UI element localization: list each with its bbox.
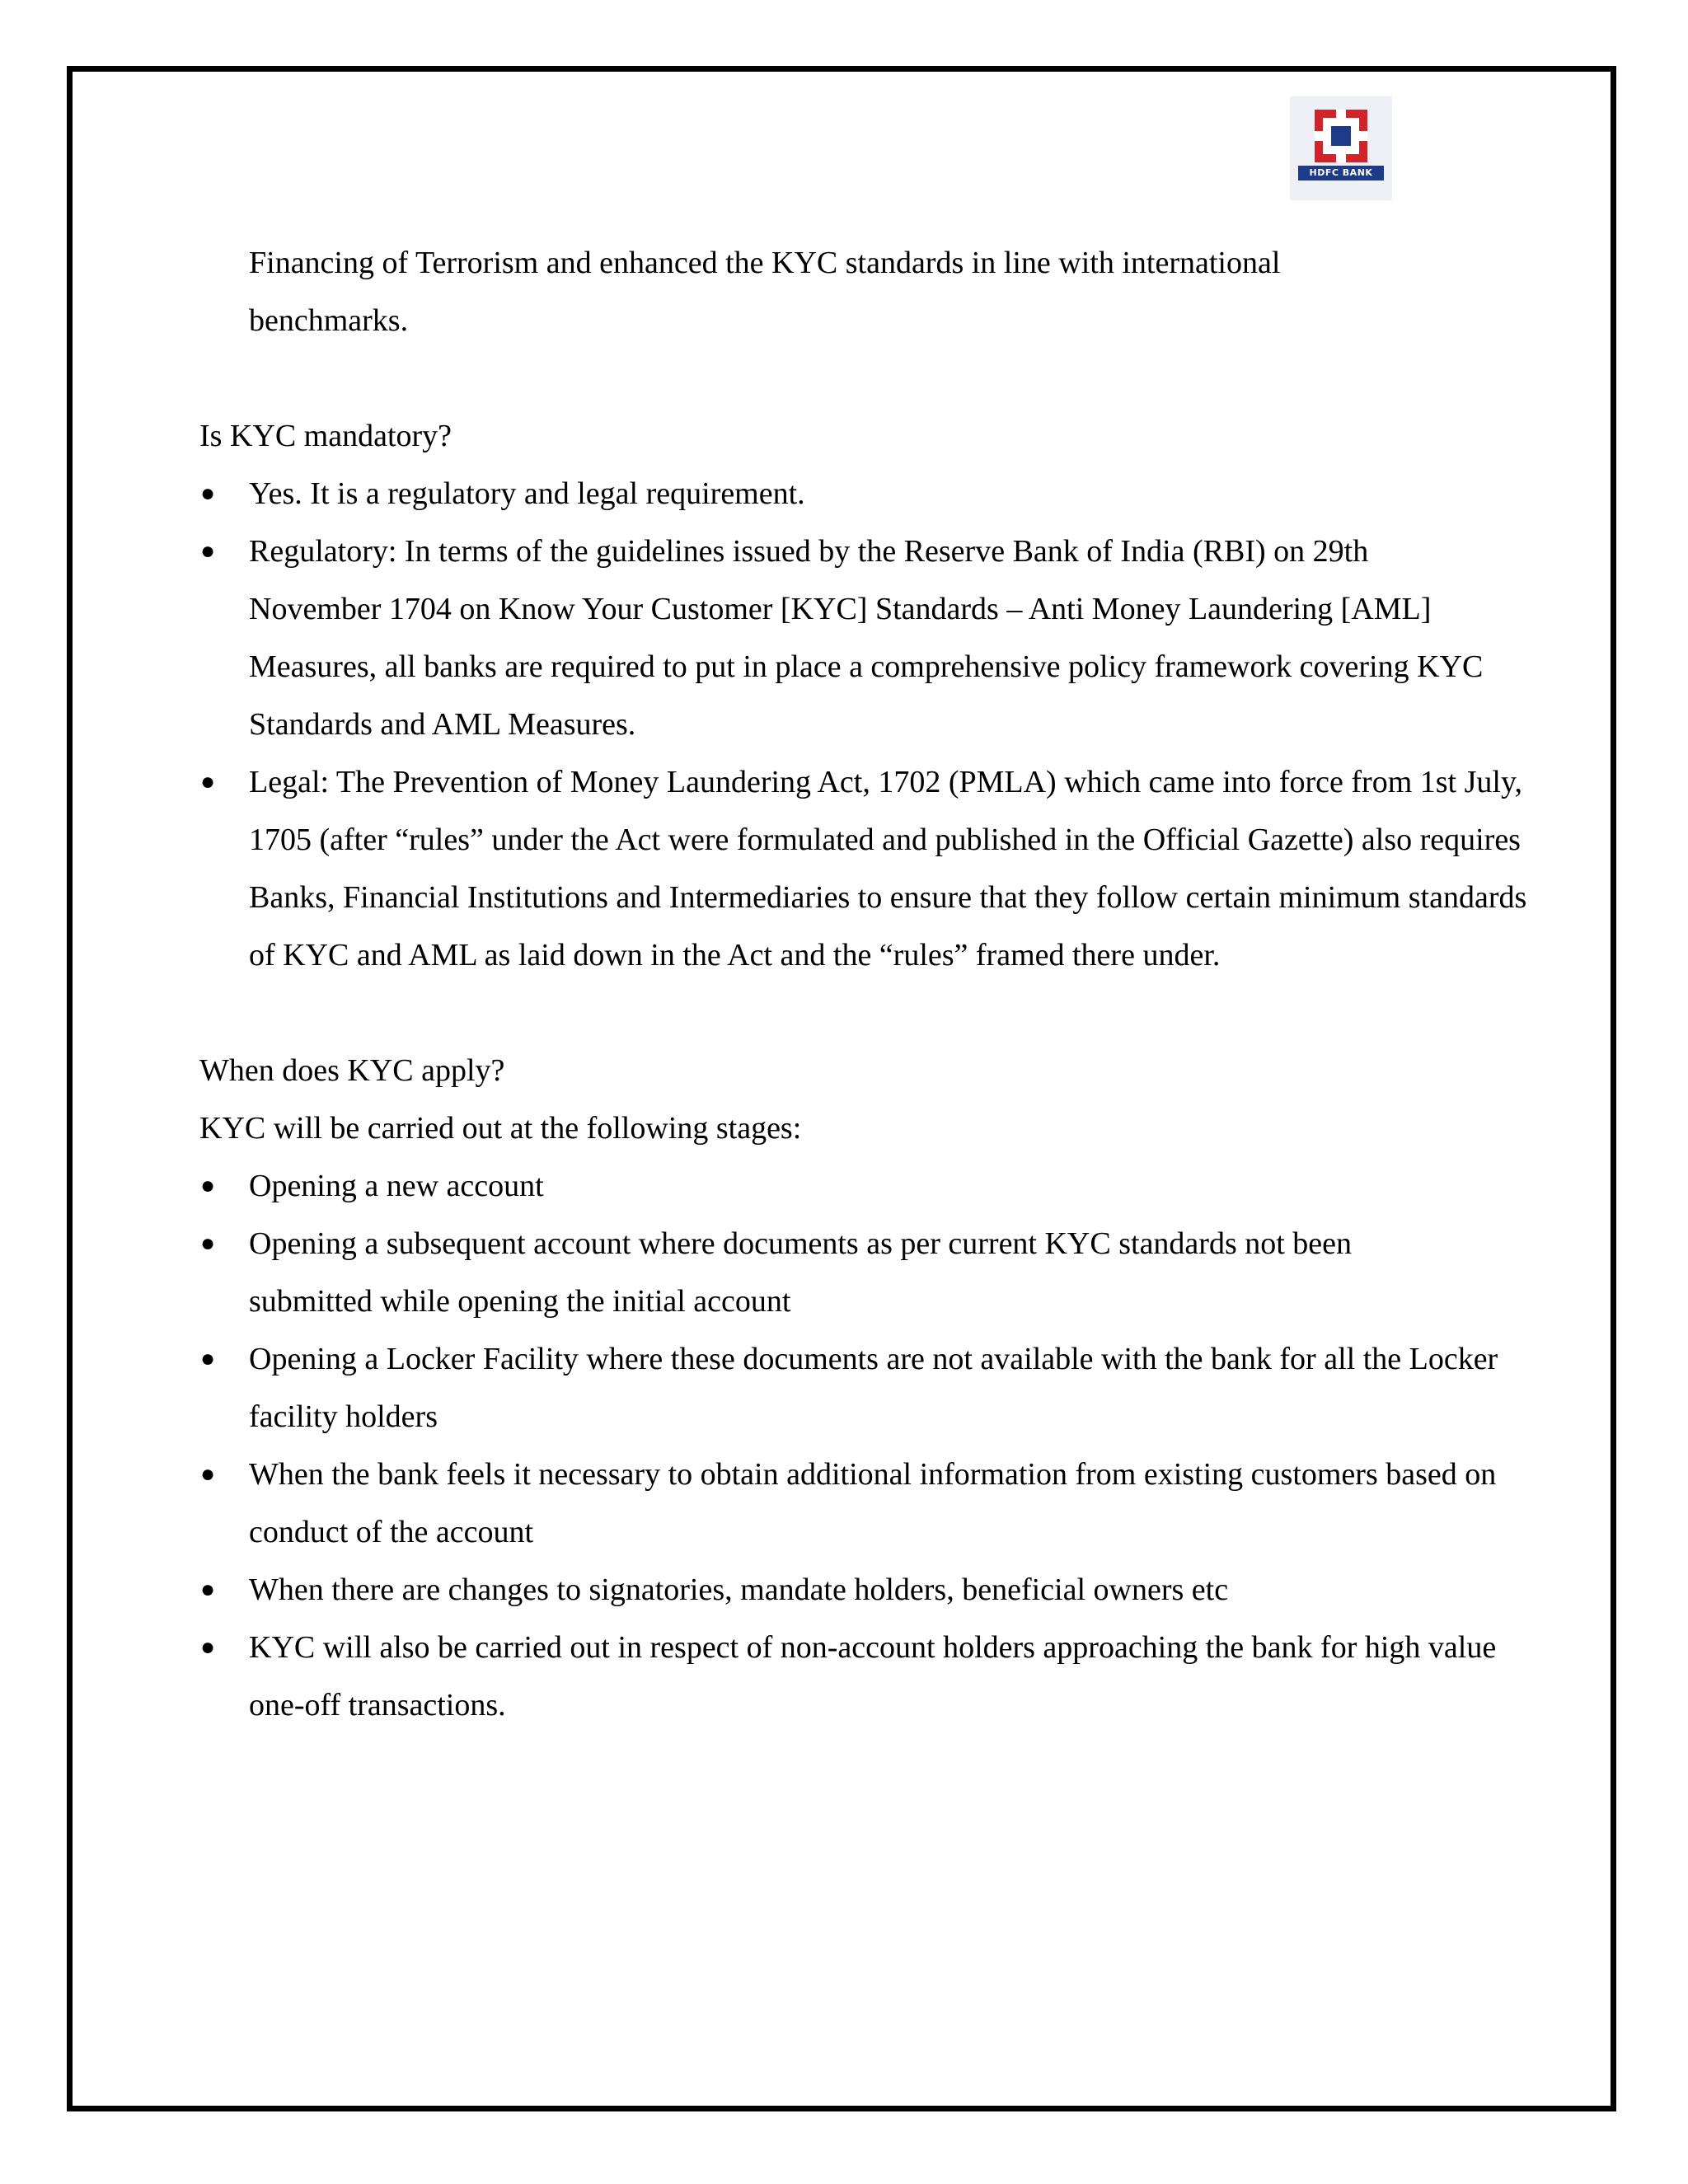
apply-bullet-list [199, 1157, 1502, 1734]
intro-paragraph [199, 234, 1535, 349]
intro-line-1: Financing of Terrorism and enhanced the KYC standards in line with international [249, 246, 1281, 280]
list-item: ● Legal: The Prevention of Money Laundering Act, 1702 (PMLA) which came into force from 1st July, 1705 (after “rules” under the Act were formulated and published in the Official Gazette) also requires Banks, Financial Institutions and Intermediaries to ensure that they follow certain minimum standards of KYC and AML as laid down in the Act and the “rules” framed there under. [199, 753, 1535, 984]
bullet-icon: ● [199, 537, 216, 565]
list-item: ● When the bank feels it necessary to obtain additional information from existing customers based on conduct of the account [199, 1446, 1502, 1561]
bullet-icon: ● [199, 1230, 216, 1257]
bullet-icon: ● [199, 1576, 216, 1603]
bullet-icon: ● [199, 768, 216, 795]
mandatory-bullet-list [199, 465, 1535, 984]
section-heading-mandatory: Is KYC mandatory? [199, 419, 452, 453]
bullet-icon: ● [199, 1345, 216, 1372]
section-subheading-apply: KYC will be carried out at the following stages: [199, 1111, 802, 1146]
bullet-icon: ● [199, 1633, 216, 1661]
intro-line-2: benchmarks. [249, 303, 409, 338]
logo-text: HDFC BANK [1309, 167, 1373, 178]
bullet-icon: ● [199, 1172, 216, 1199]
list-item: ● Opening a Locker Facility where these documents are not available with the bank for all the Locker facility holders [199, 1330, 1518, 1446]
bullet-icon: ● [199, 1460, 216, 1488]
list-item: ● Yes. It is a regulatory and legal requirement. [199, 465, 1535, 523]
list-item: ● KYC will also be carried out in respect of non-account holders approaching the bank for high value one-off transactions. [199, 1619, 1502, 1734]
section-heading-apply: When does KYC apply? [199, 1053, 505, 1088]
list-item: ● Regulatory: In terms of the guidelines issued by the Reserve Bank of India (RBI) on 29th November 1704 on Know Your Customer [KYC] Standards – Anti Money Laundering [AML] Measures, all banks are required to put in place a comprehensive policy framework covering KYC Standards and AML Measures. [199, 523, 1502, 753]
hdfc-bank-logo [1290, 96, 1392, 200]
bullet-icon: ● [199, 480, 216, 507]
list-item: ● Opening a new account [199, 1157, 1502, 1215]
document-body [199, 234, 1535, 1734]
list-item: ● When there are changes to signatories, mandate holders, beneficial owners etc [199, 1561, 1502, 1619]
list-item: ● Opening a subsequent account where documents as per current KYC standards not been submitted while opening the initial account [199, 1215, 1469, 1330]
